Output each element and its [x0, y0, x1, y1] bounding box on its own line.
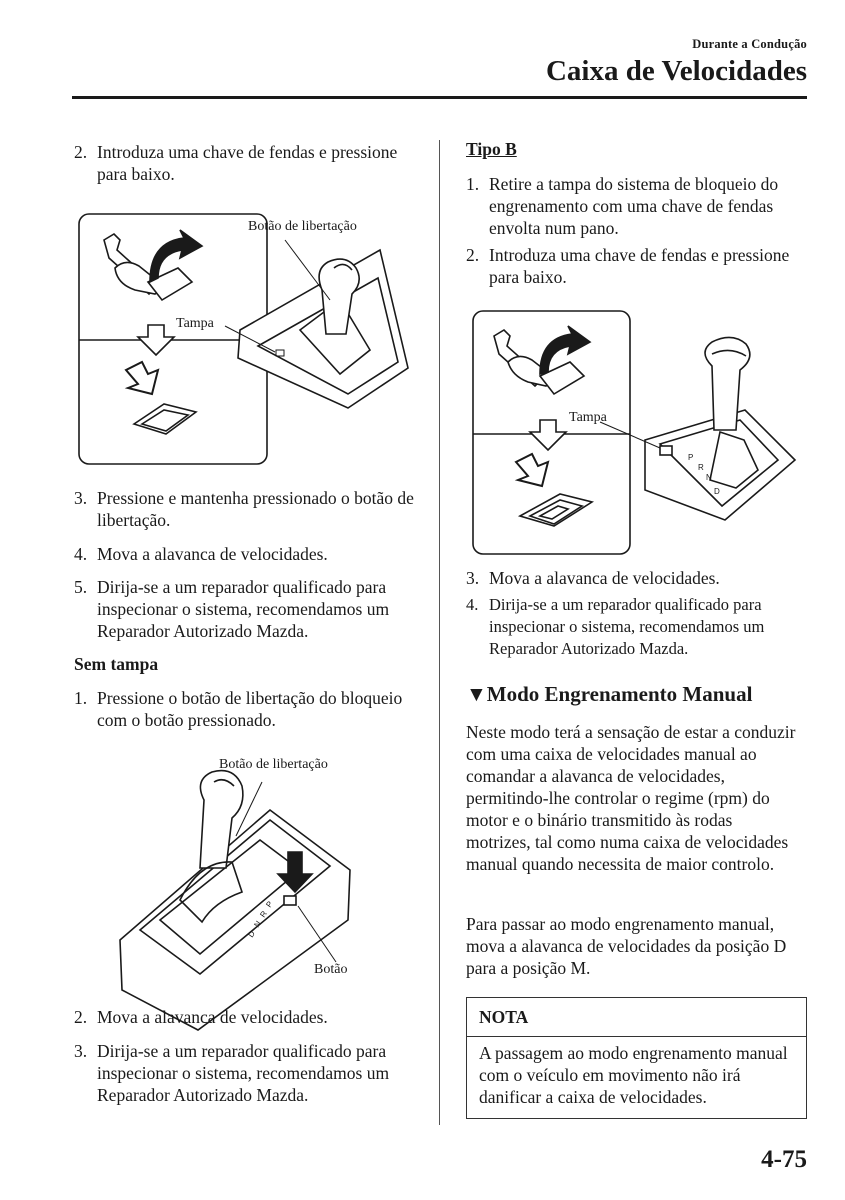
label-button: Botão [314, 962, 348, 977]
step-text: Introduza uma chave de fendas e pressione para baixo. [489, 245, 790, 287]
step-4-inspection [466, 594, 806, 660]
subheading-sem-tampa: Sem tampa [74, 654, 159, 674]
page-number: 4-75 [761, 1146, 807, 1173]
label-cover: Tampa [176, 316, 214, 331]
label-cover: Tampa [569, 410, 607, 425]
step-text: Mova a alavanca de velocidades. [97, 544, 328, 564]
step-number: 5. [74, 577, 88, 597]
subheading-tipo-b: Tipo B [466, 139, 517, 159]
paragraph-manual-mode-description: Neste modo terá a sensação de estar a conduzir com uma caixa de velocidades manual ao comandar a alavanca de velocidades, permitindo-lhe controlar o regime (rpm) do motor e o binário transmitido às rodas motrizes, tal como numa caixa de velocidades manual quando necessita de maior controlo. [466, 722, 796, 874]
label-release-button: Botão de libertação [219, 757, 328, 772]
step-text: Pressione o botão de libertação do bloqueio com o botão pressionado. [97, 688, 403, 730]
paragraph-manual-mode-instructions: Para passar ao modo engrenamento manual, mova a alavanca de velocidades da posição D para a posição M. [466, 914, 787, 978]
page-title: Caixa de Velocidades [545, 55, 807, 87]
svg-text:R: R [698, 463, 704, 472]
note-heading: NOTA [467, 998, 806, 1037]
svg-text:D: D [714, 487, 720, 496]
step-number: 1. [74, 688, 88, 708]
svg-text:D: D [246, 929, 257, 940]
svg-text:N: N [252, 919, 263, 930]
svg-text:N: N [706, 473, 712, 482]
step-number: 3. [74, 488, 88, 508]
note-text: A passagem ao modo engrenamento manual com o veículo em movimento não irá danificar a caixa de velocidades. [479, 1043, 788, 1107]
step-text: Pressione e mantenha pressionado o botão de libertação. [97, 488, 414, 530]
step-3-move-lever [466, 567, 806, 589]
svg-text:P: P [264, 899, 275, 910]
label-release-button: Botão de libertação [248, 219, 357, 234]
step-number: 4. [466, 595, 479, 614]
step-text: Dirija-se a um reparador qualificado para inspecionar o sistema, recomendamos um Reparador Autorizado Mazda. [97, 1041, 390, 1105]
svg-text:R: R [258, 909, 269, 920]
step-number: 2. [74, 142, 88, 162]
step-number: 2. [466, 245, 480, 265]
step-text: Introduza uma chave de fendas e pressione para baixo. [97, 142, 398, 184]
step-text: Dirija-se a um reparador qualificado para inspecionar o sistema, recomendamos um Reparador Autorizado Mazda. [97, 577, 390, 641]
step-number: 1. [466, 174, 480, 194]
note-box [466, 997, 807, 1119]
svg-text:P: P [688, 453, 694, 462]
header-section-label: Durante a Condução [692, 37, 807, 51]
step-text: Retire a tampa do sistema de bloqueio do engrenamento com uma chave de fendas envolta num pano. [489, 174, 779, 238]
step-text: Mova a alavanca de velocidades. [489, 568, 720, 588]
step-text: Dirija-se a um reparador qualificado para inspecionar o sistema, recomendamos um Reparador Autorizado Mazda. [489, 595, 765, 658]
step-number: 4. [74, 544, 88, 564]
step-number: 3. [466, 568, 480, 588]
step-number: 2. [74, 1007, 88, 1027]
step-text: Mova a alavanca de velocidades. [97, 1007, 328, 1027]
section-heading-manual-mode: ▼Modo Engrenamento Manual [466, 682, 753, 706]
step-number: 3. [74, 1041, 88, 1061]
